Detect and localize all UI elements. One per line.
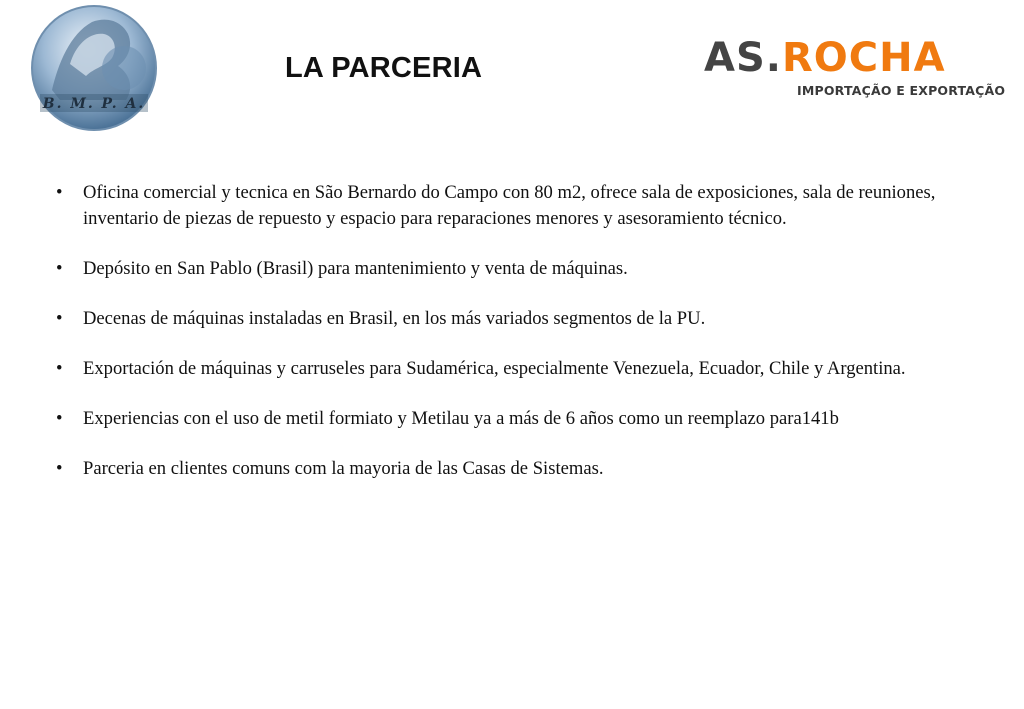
bmpa-logo [30,4,158,132]
bullet-marker: • [56,182,63,203]
bullet-text: Exportación de máquinas y carruseles para Sudamérica, especialmente Venezuela, Ecuador, Chile y Argentina. [83,358,906,379]
bullet-text: Experiencias con el uso de metil formiato y Metilau ya a más de 6 años como un reemplazo para141b [83,408,839,429]
bullet-item [50,406,950,432]
bullet-item [50,306,950,332]
bullet-marker: • [56,408,63,429]
bullet-marker: • [56,258,63,279]
bullet-text: Oficina comercial y tecnica en São Bernardo do Campo con 80 m2, ofrece sala de exposiciones, sala de reuniones, inventario de piezas de repuesto y espacio para reparaciones menores y asesoramiento técnico. [83,182,936,229]
bullet-item [50,456,950,482]
brand-name: ROCHA [781,35,946,81]
bullet-marker: • [56,358,63,379]
bullet-text: Decenas de máquinas instaladas en Brasil, en los más variados segmentos de la PU. [83,308,706,329]
brand-prefix: AS. [704,35,782,81]
bullet-item [50,180,950,232]
bullet-text: Parceria en clientes comuns com la mayoria de las Casas de Sistemas. [83,458,604,479]
bullet-marker: • [56,308,63,329]
bullet-marker: • [56,458,63,479]
bullet-list [50,180,950,506]
brand-tagline: IMPORTAÇÃO E EXPORTAÇÃO [797,83,1006,98]
asrocha-logo [704,35,1006,102]
lion-globe-emblem-icon [30,4,158,132]
bullet-item [50,256,950,282]
slide-title: LA PARCERIA [285,52,483,84]
bullet-text: Depósito en San Pablo (Brasil) para mantenimiento y venta de máquinas. [83,258,628,279]
bmpa-logo-text: B. M. P. A. [42,96,146,112]
bullet-item [50,356,950,382]
brand-wordmark [704,34,946,82]
